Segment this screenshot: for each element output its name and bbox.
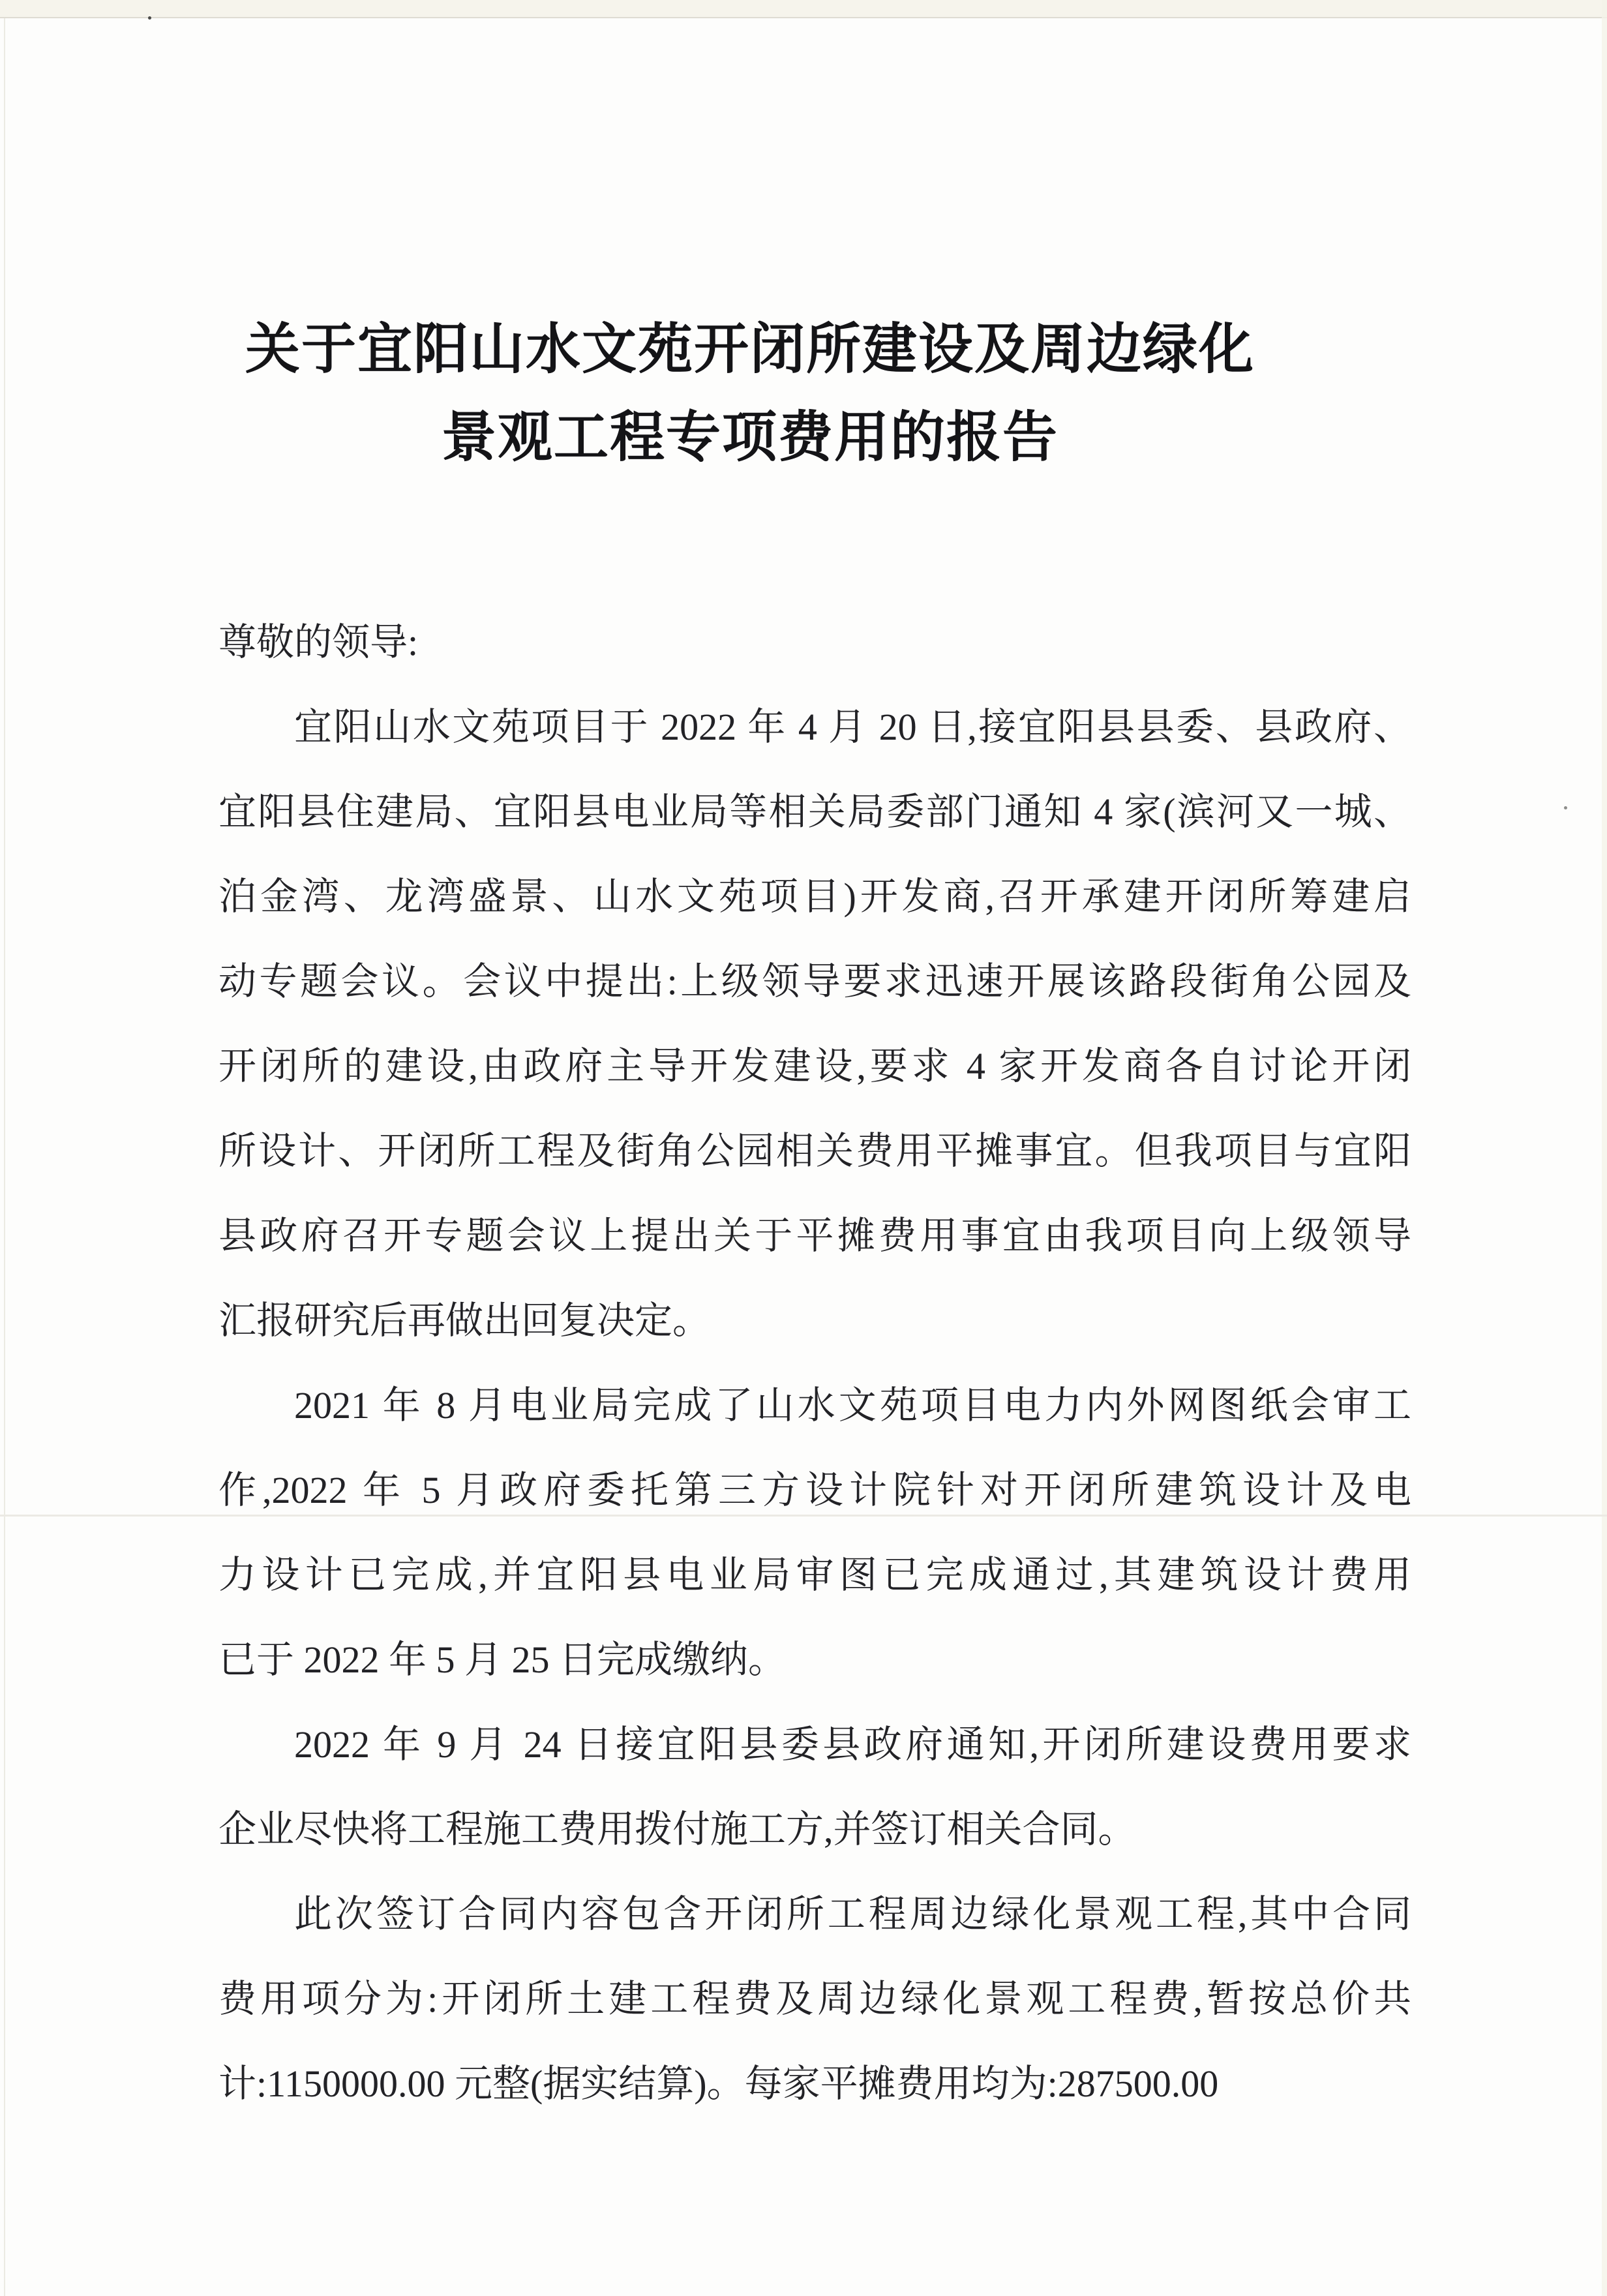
document-line: 2021 年 8 月电业局完成了山水文苑项目电力内外网图纸会审工 [294,1384,1411,1427]
paragraph-3 [218,1702,1411,1872]
document-line: 力设计已完成,并宜阳县电业局审图已完成通过,其建筑设计费用 [218,1554,1411,1596]
document-line: 汇报研究后再做出回复决定。 [218,1299,711,1342]
paragraph-1 [218,685,1411,1363]
scan-speck [1564,806,1567,809]
document-title-line-2: 景观工程专项费用的报告 [441,406,1059,468]
document-title-line-1: 关于宜阳山水文苑开闭所建设及周边绿化 [245,318,1255,380]
document-body [218,600,1411,2126]
document-line: 泊金湾、龙湾盛景、山水文苑项目)开发商,召开承建开闭所筹建启 [218,875,1411,918]
document-line: 企业尽快将工程施工费用拨付施工方,并签订相关合同。 [218,1808,1136,1850]
scan-edge-right-band [1602,0,1607,2296]
document-line: 开闭所的建设,由政府主导开发建设,要求 4 家开发商各自讨论开闭 [218,1045,1411,1087]
salutation-line: 尊敬的领导: [218,621,419,663]
document-title [153,305,1347,481]
scan-edge-left-line [4,18,5,2296]
paragraph-2 [218,1363,1411,1702]
scan-speck [148,16,151,20]
scan-edge-top-line [0,17,1607,18]
document-line: 2022 年 9 月 24 日接宜阳县委县政府通知,开闭所建设费用要求 [294,1723,1411,1766]
paragraph-4 [218,1872,1411,2126]
document-line: 动专题会议。会议中提出:上级领导要求迅速开展该路段街角公园及 [218,960,1411,1003]
scan-edge-top-band [0,0,1607,17]
document-line: 此次签订合同内容包含开闭所工程周边绿化景观工程,其中合同 [294,1893,1411,1935]
document-line: 已于 2022 年 5 月 25 日完成缴纳。 [218,1639,787,1681]
document-line: 县政府召开专题会议上提出关于平摊费用事宜由我项目向上级领导 [218,1215,1411,1257]
document-line: 宜阳县住建局、宜阳县电业局等相关局委部门通知 4 家(滨河又一城、 [218,791,1411,833]
document-line: 宜阳山水文苑项目于 2022 年 4 月 20 日,接宜阳县县委、县政府、 [294,706,1411,748]
document-line: 所设计、开闭所工程及街角公园相关费用平摊事宜。但我项目与宜阳 [218,1130,1411,1172]
document-line: 费用项分为:开闭所土建工程费及周边绿化景观工程费,暂按总价共 [218,1978,1411,2020]
document-line: 作,2022 年 5 月政府委托第三方设计院针对开闭所建筑设计及电 [218,1469,1411,1511]
salutation [218,600,1411,685]
document-line: 计:1150000.00 元整(据实结算)。每家平摊费用均为:287500.00 [218,2062,1219,2105]
